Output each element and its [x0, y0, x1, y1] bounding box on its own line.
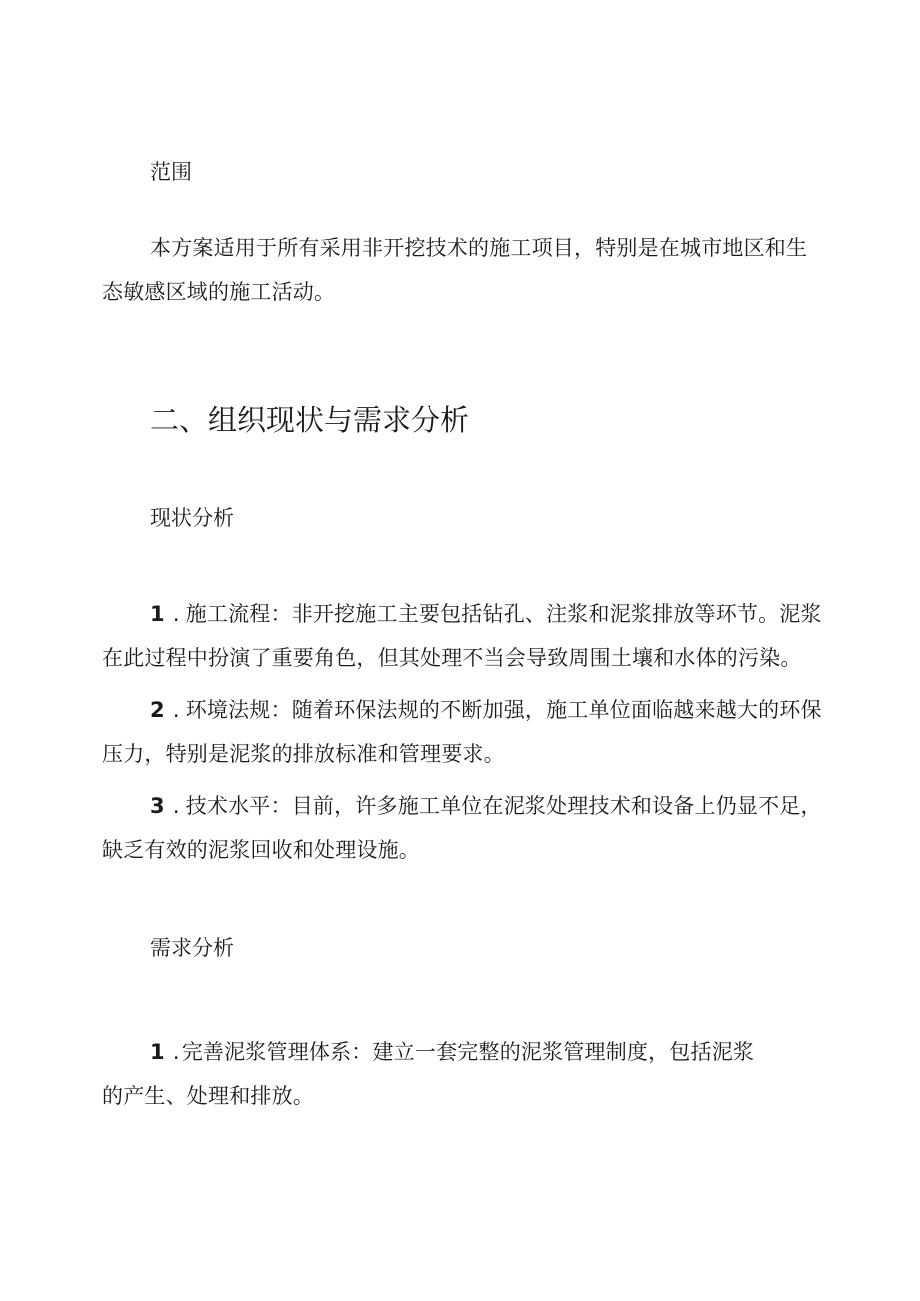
item-text: 技术水平：目前，许多施工单位在泥浆处理技术和设备上仍显不足，缺乏有效的泥浆回收和处理设施。 [102, 794, 822, 862]
item-number: 1 [150, 1040, 165, 1064]
status-item-2: 2 . 环境法规：随着环保法规的不断加强，施工单位面临越来越大的环保压力，特别是泥浆的排放标准和管理要求。 [102, 698, 822, 766]
status-item-3: 3 . 技术水平：目前，许多施工单位在泥浆处理技术和设备上仍显不足，缺乏有效的泥浆回收和处理设施。 [102, 794, 822, 862]
needs-item-1: 1 .完善泥浆管理体系：建立一套完整的泥浆管理制度，包括泥浆的产生、处理和排放。 [102, 1040, 755, 1108]
section-title: 二、组织现状与需求分析 [150, 403, 470, 437]
scope-paragraph: 本方案适用于所有采用非开挖技术的施工项目，特别是在城市地区和生态敏感区域的施工活动。 [102, 236, 808, 304]
status-analysis-heading: 现状分析 [150, 506, 234, 530]
item-number: 1 [150, 602, 165, 626]
item-number: 3 [150, 794, 165, 818]
item-number: 2 [150, 698, 165, 722]
scope-heading: 范围 [150, 160, 192, 184]
item-text: 完善泥浆管理体系：建立一套完整的泥浆管理制度，包括泥浆的产生、处理和排放。 [102, 1040, 755, 1108]
needs-analysis-heading: 需求分析 [150, 936, 234, 960]
status-item-1: 1 . 施工流程：非开挖施工主要包括钻孔、注浆和泥浆排放等环节。泥浆在此过程中扮演了重要角色，但其处理不当会导致周围土壤和水体的污染。 [102, 602, 822, 670]
item-text: 环境法规：随着环保法规的不断加强，施工单位面临越来越大的环保压力，特别是泥浆的排放标准和管理要求。 [102, 698, 822, 766]
item-text: 施工流程：非开挖施工主要包括钻孔、注浆和泥浆排放等环节。泥浆在此过程中扮演了重要角色，但其处理不当会导致周围土壤和水体的污染。 [102, 602, 822, 670]
